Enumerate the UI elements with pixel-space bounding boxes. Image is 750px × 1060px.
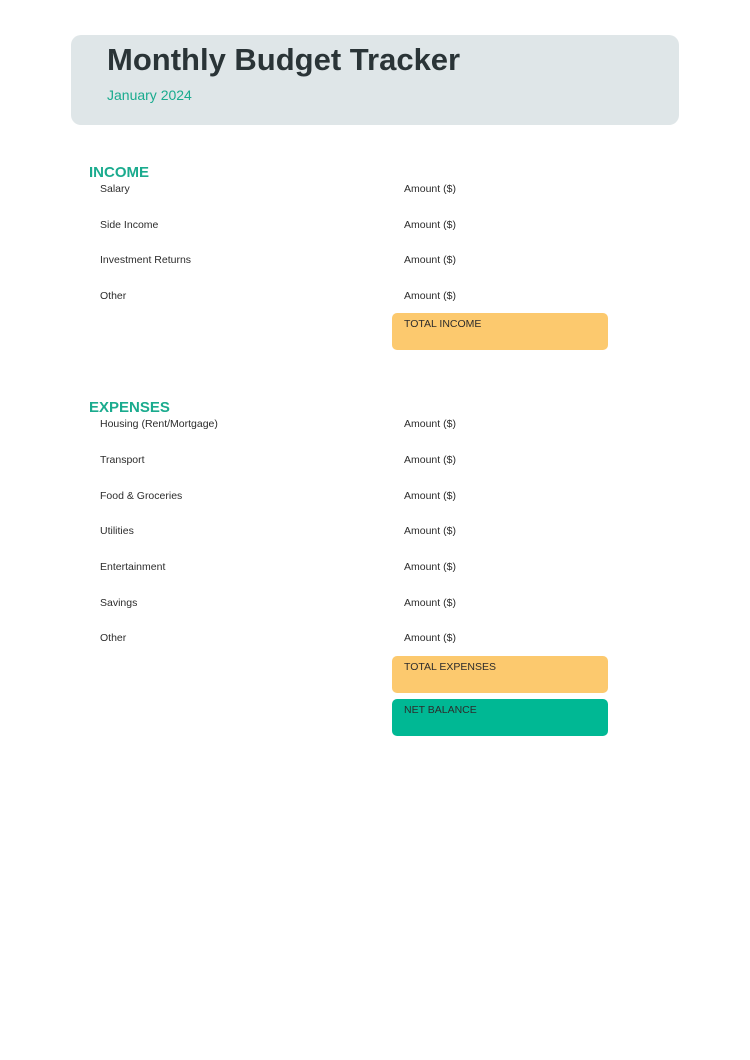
- income-row-amount[interactable]: Amount ($): [404, 183, 456, 195]
- total-expenses-label: TOTAL EXPENSES: [404, 661, 497, 673]
- expense-row-label: Other: [100, 632, 127, 644]
- net-balance-box: [392, 699, 608, 736]
- expense-row-amount[interactable]: Amount ($): [404, 418, 456, 430]
- total-expenses-box: [392, 656, 608, 693]
- income-row-label: Investment Returns: [100, 254, 192, 266]
- income-row-amount[interactable]: Amount ($): [404, 290, 456, 302]
- total-income-label: TOTAL INCOME: [404, 318, 482, 330]
- income-heading: INCOME: [89, 164, 149, 181]
- income-row-label: Other: [100, 290, 127, 302]
- income-row-label: Salary: [100, 183, 130, 195]
- header-banner: [71, 35, 679, 125]
- page-title: Monthly Budget Tracker: [107, 42, 461, 77]
- income-row-amount[interactable]: Amount ($): [404, 254, 456, 266]
- income-row-amount[interactable]: Amount ($): [404, 219, 456, 231]
- page-subtitle: January 2024: [107, 87, 192, 103]
- expense-row-amount[interactable]: Amount ($): [404, 561, 456, 573]
- expense-row-amount[interactable]: Amount ($): [404, 632, 456, 644]
- expense-row-amount[interactable]: Amount ($): [404, 454, 456, 466]
- expense-row-amount[interactable]: Amount ($): [404, 490, 456, 502]
- total-income-box: [392, 313, 608, 350]
- expense-row-label: Utilities: [100, 525, 134, 537]
- expense-row-amount[interactable]: Amount ($): [404, 597, 456, 609]
- expenses-heading: EXPENSES: [89, 399, 170, 416]
- expense-row-label: Entertainment: [100, 561, 166, 573]
- expense-row-label: Food & Groceries: [100, 490, 183, 502]
- expense-row-label: Housing (Rent/Mortgage): [100, 418, 218, 430]
- expense-row-amount[interactable]: Amount ($): [404, 525, 456, 537]
- expense-row-label: Transport: [100, 454, 145, 466]
- net-balance-label: NET BALANCE: [404, 704, 477, 716]
- expense-row-label: Savings: [100, 597, 138, 609]
- income-row-label: Side Income: [100, 219, 159, 231]
